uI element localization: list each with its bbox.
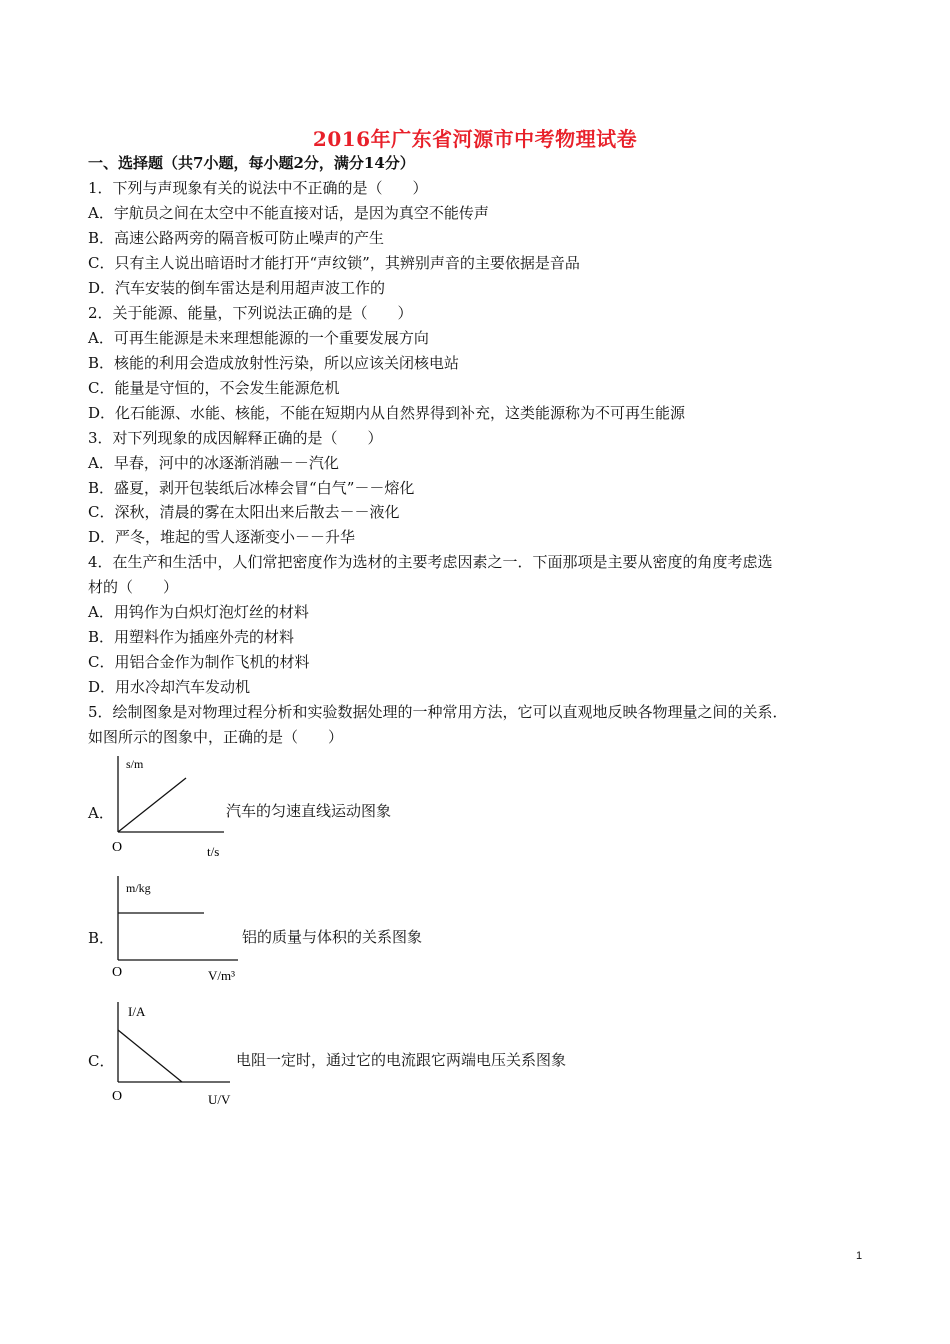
question-line: D．用水冷却汽车发动机	[88, 678, 251, 696]
question-line: 2．关于能源、能量，下列说法正确的是（ ）	[88, 304, 413, 322]
question-line: B．核能的利用会造成放射性污染，所以应该关闭核电站	[88, 354, 460, 372]
question-line: C．只有主人说出暗语时才能打开“声纹锁”，其辨别声音的主要依据是音品	[88, 254, 580, 272]
y-axis-label: I/A	[128, 1004, 146, 1019]
question-line: C．能量是守恒的，不会发生能源危机	[88, 379, 340, 397]
option-c-label: C．	[88, 1052, 115, 1070]
question-line: D．汽车安装的倒车雷达是利用超声波工作的	[88, 279, 386, 297]
question-line: C．用铝合金作为制作飞机的材料	[88, 653, 310, 671]
option-b-label: B．	[88, 929, 115, 947]
option-a-caption: 汽车的匀速直线运动图象	[226, 802, 392, 820]
page-number: 1	[856, 1250, 863, 1262]
question-line: D．严冬，堆起的雪人逐渐变小－－升华	[88, 528, 356, 546]
graph-c	[108, 998, 242, 1110]
question-line: 4．在生产和生活中，人们常把密度作为选材的主要考虑因素之一．下面那项是主要从密度的角度考虑选	[88, 553, 773, 571]
question-line: B．盛夏，剥开包装纸后冰棒会冒“白气”－－熔化	[88, 479, 415, 497]
origin-label: O	[112, 1089, 123, 1104]
question-line: A．可再生能源是未来理想能源的一个重要发展方向	[88, 329, 429, 347]
x-axis-label: V/m³	[208, 968, 236, 983]
question-line: D．化石能源、水能、核能，不能在短期内从自然界得到补充，这类能源称为不可再生能源	[88, 404, 686, 422]
question-line: A．宇航员之间在太空中不能直接对话，是因为真空不能传声	[88, 204, 489, 222]
option-b-caption: 铝的质量与体积的关系图象	[242, 928, 423, 946]
x-axis-label: U/V	[208, 1092, 231, 1107]
section-heading: 一、选择题（共7小题，每小题2分，满分14分）	[88, 154, 415, 172]
origin-label: O	[112, 965, 123, 980]
question-line: 材的（ ）	[88, 578, 179, 596]
question-line: B．高速公路两旁的隔音板可防止噪声的产生	[88, 229, 385, 247]
graph-a	[108, 752, 228, 860]
question-line: A．早春，河中的冰逐渐消融－－汽化	[88, 454, 339, 472]
question-line: 如图所示的图象中，正确的是（ ）	[88, 728, 344, 746]
question-line: A．用钨作为白炽灯泡灯丝的材料	[88, 603, 309, 621]
graph-line	[118, 778, 186, 832]
question-line: 3．对下列现象的成因解释正确的是（ ）	[88, 429, 383, 447]
graph-b	[108, 872, 244, 984]
option-c-caption: 电阻一定时，通过它的电流跟它两端电压关系图象	[236, 1051, 567, 1069]
question-line: C．深秋，清晨的雾在太阳出来后散去－－液化	[88, 503, 400, 521]
option-a-label: A．	[88, 804, 114, 822]
y-axis-label: s/m	[126, 757, 144, 771]
question-line: B．用塑料作为插座外壳的材料	[88, 628, 295, 646]
question-line: 1．下列与声现象有关的说法中不正确的是（ ）	[88, 179, 428, 197]
x-axis-label: t/s	[207, 844, 220, 859]
graph-line	[118, 1030, 182, 1082]
page-title: 2016年广东省河源市中考物理试卷	[312, 127, 638, 151]
origin-label: O	[112, 840, 123, 855]
y-axis-label: m/kg	[126, 881, 151, 895]
question-line: 5．绘制图象是对物理过程分析和实验数据处理的一种常用方法，它可以直观地反映各物理量之间的关系．	[88, 703, 788, 721]
